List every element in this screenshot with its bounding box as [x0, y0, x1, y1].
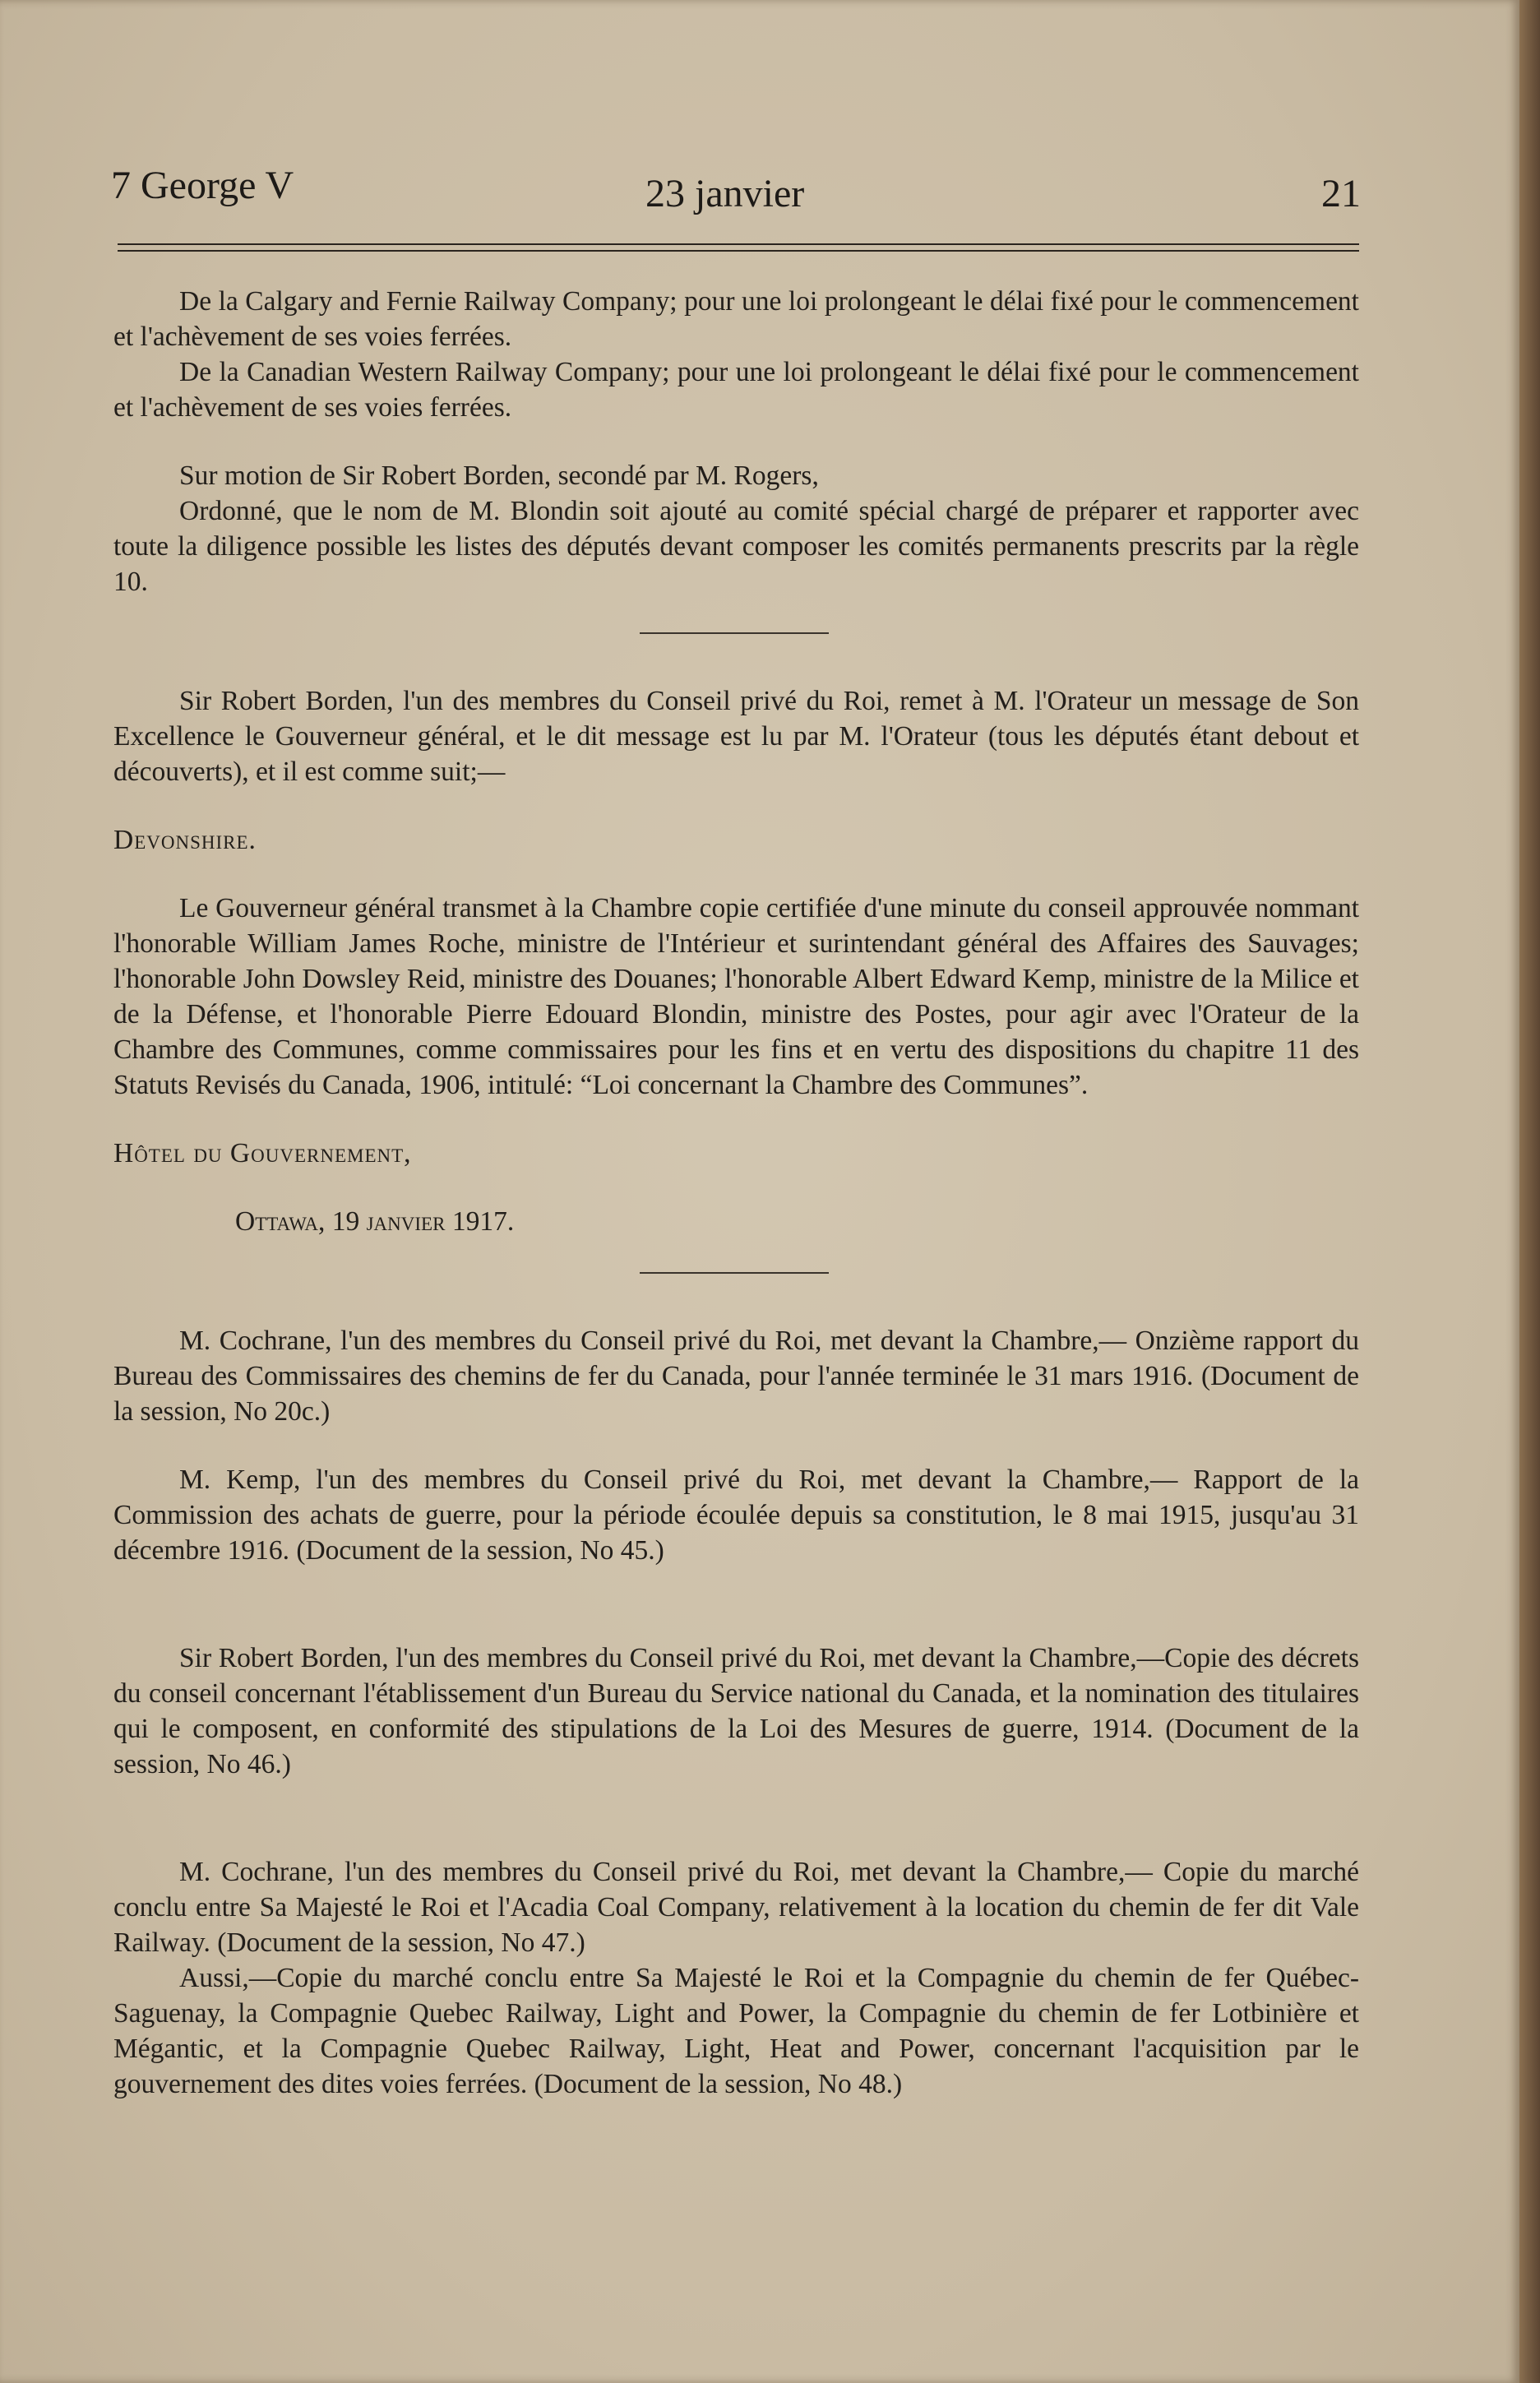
signature-devonshire: Devonshire. [113, 825, 257, 855]
header-regnal-year: 7 George V [111, 164, 294, 207]
paragraph-calgary-fernie: De la Calgary and Fernie Railway Company; pour une loi prolongeant le délai fixé pour le commencement et l'achèvement de ses voies ferrées. [113, 286, 1359, 352]
paragraph-aussi-quebec: Aussi,—Copie du marché conclu entre Sa Majesté le Roi et la Compagnie du chemin de fer Québec-Saguenay, la Compagnie Quebec Railway, Light and Power, la Compagnie du chemin de fer Lotbinière et Mégantic, et la Compagnie Quebec Railway, Light, Heat and Power, concernant l'acquisition par le gouvernement des dites voies ferrées. (Document de la session, No 48.) [113, 1963, 1359, 2099]
page-number: 21 [1321, 172, 1361, 215]
paragraph-borden-decrees: Sir Robert Borden, l'un des membres du Conseil privé du Roi, met devant la Chambre,—Copie des décrets du conseil concernant l'établissement d'un Bureau du Service national du Canada, et la nomination des titulaires qui le composent, en conformité des stipulations de la Loi des Mesures de guerre, 1914. (Document de la session, No 46.) [113, 1643, 1359, 1779]
header-date: 23 janvier [645, 172, 805, 215]
book-spine-edge [1519, 0, 1540, 2383]
paragraph-motion: Sur motion de Sir Robert Borden, secondé par M. Rogers, [179, 460, 819, 491]
journal-body [113, 284, 1359, 2102]
paragraph-message: Sir Robert Borden, l'un des membres du Conseil privé du Roi, remet à M. l'Orateur un message de Son Excellence le Gouverneur général, et le dit message est lu par M. l'Orateur (tous les députés étant debout et découverts), et il est comme suit;— [113, 686, 1359, 787]
paragraph-kemp-report: M. Kemp, l'un des membres du Conseil privé du Roi, met devant la Chambre,— Rapport de la Commission des achats de guerre, pour la période écoulée depuis sa constitution, le 8 mai 1915, jusqu'au 31 décembre 1916. (Document de la session, No 45.) [113, 1465, 1359, 1566]
header-rule-top [118, 243, 1359, 245]
hotel-du-gouvernement: Hôtel du Gouvernement, [113, 1138, 412, 1168]
header-rule-bottom [118, 250, 1359, 252]
paragraph-governor-general: Le Gouverneur général transmet à la Chambre copie certifiée d'une minute du conseil approuvée nommant l'honorable William James Roche, ministre de l'Intérieur et surintendant général des Affaires des Sauvages; l'honorable John Dowsley Reid, ministre des Douanes; l'honorable Albert Edward Kemp, ministre de la Milice et de la Défense, et l'honorable Pierre Edouard Blondin, ministre des Postes, pour agir avec l'Orateur de la Chambre des Communes, comme commissaires pour les fins et en vertu des dispositions du chapitre 11 des Statuts Revisés du Canada, 1906, intitulé: “Loi concernant la Chambre des Communes”. [113, 893, 1359, 1100]
paragraph-order: Ordonné, que le nom de M. Blondin soit ajouté au comité spécial chargé de préparer et rapporter avec toute la diligence possible les listes des députés devant composer les comités permanents prescrits par la règle 10. [113, 496, 1359, 597]
paragraph-cochrane-report: M. Cochrane, l'un des membres du Conseil privé du Roi, met devant la Chambre,— Onzième rapport du Bureau des Commissaires des chemins de fer du Canada, pour l'année terminée le 31 mars 1916. (Document de la session, No 20c.) [113, 1326, 1359, 1427]
paragraph-cochrane-acadia: M. Cochrane, l'un des membres du Conseil privé du Roi, met devant la Chambre,— Copie du marché conclu entre Sa Majesté le Roi et l'Acadia Coal Company, relativement à la location du chemin de fer dit Vale Railway. (Document de la session, No 47.) [113, 1857, 1359, 1958]
place-and-date: Ottawa, 19 janvier 1917. [235, 1206, 515, 1237]
running-header [111, 163, 1361, 220]
paragraph-canadian-western: De la Canadian Western Railway Company; pour une loi prolongeant le délai fixé pour le commencement et l'achèvement de ses voies ferrées. [113, 357, 1359, 423]
